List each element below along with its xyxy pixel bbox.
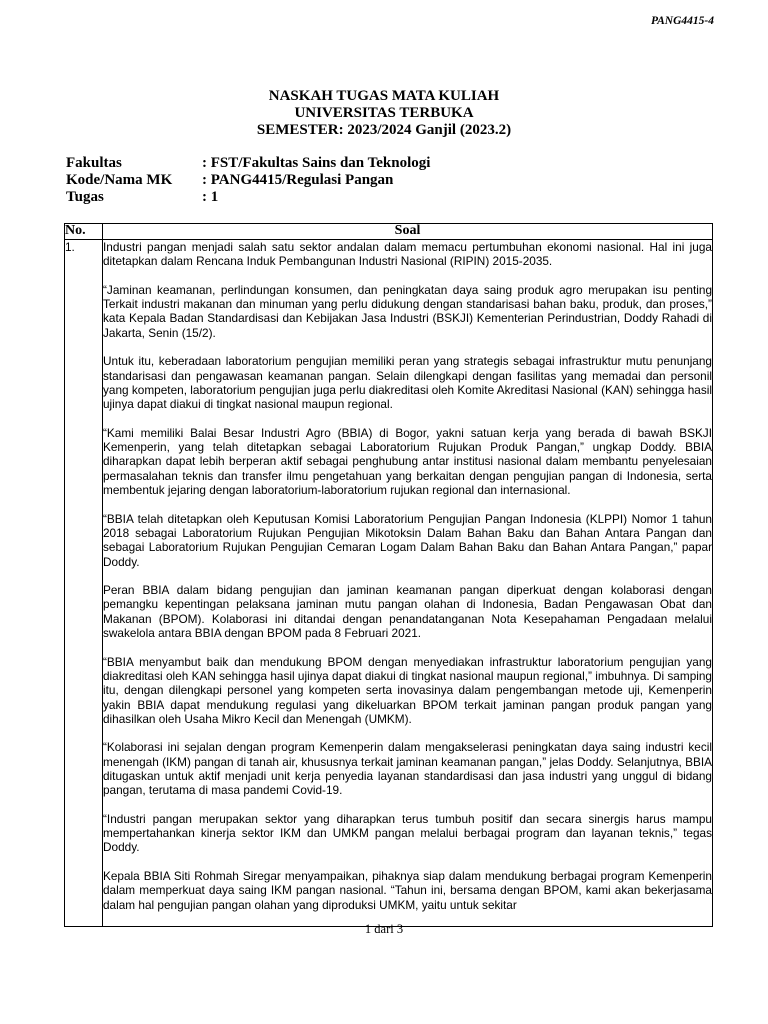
title-line-3: SEMESTER: 2023/2024 Ganjil (2023.2) <box>256 122 512 138</box>
table-row <box>65 240 713 927</box>
title-line-2: UNIVERSITAS TERBUKA <box>294 105 474 121</box>
paragraph: Kepala BBIA Siti Rohmah Siregar menyampaikan, pihaknya siap dalam mendukung berbagai program Kemenperin dalam memperkuat daya saing IKM pangan nasional. “Tahun ini, bersama dengan BPOM, kami akan bekerjasama dalam hal pengujian pangan olahan yang diproduksi UMKM, yaitu untuk sekitar <box>103 869 712 912</box>
document-code: PANG4415-4 <box>650 15 714 27</box>
meta-row-kode-mk <box>66 172 430 189</box>
meta-label: Tugas <box>66 189 104 205</box>
meta-value: : FST/Fakultas Sains dan Teknologi <box>202 155 431 171</box>
course-info <box>66 155 430 206</box>
meta-value: : PANG4415/Regulasi Pangan <box>202 172 394 188</box>
paragraph: Industri pangan menjadi salah satu sektor andalan dalam memacu pertumbuhan ekonomi nasional. Hal ini juga ditetapkan dalam Rencana Induk Pembangunan Industri Nasional (RIPIN) 2015-2035. <box>103 240 712 269</box>
meta-row-fakultas <box>66 155 430 172</box>
paragraph: Untuk itu, keberadaan laboratorium pengujian memiliki peran yang strategis sebagai infrastruktur mutu penunjang standarisasi dan pengawasan keamanan pangan. Selain dilengkapi dengan fasilitas yang memadai dan personil yang kompeten, laboratorium pengujian juga perlu diakreditasi oleh Komite Akreditasi Nasional (KAN) sehingga hasil ujinya dapat diakui di tingkat nasional maupun regional. <box>103 354 712 412</box>
paragraph: “BBIA menyambut baik dan mendukung BPOM dengan menyediakan infrastruktur laboratorium pengujian yang diakreditasi oleh KAN sehingga hasil ujinya dapat diakui di tingkat nasional maupun regional,” imbuhnya. Di samping itu, dengan dilengkapi personel yang kompeten serta inovasinya dalam pengembangan metode uji, Kemenperin yakin BBIA dapat mendukung regulasi yang dikeluarkan BPOM terkait jaminan pangan produk pangan yang dihasilkan oleh Usaha Mikro Kecil dan Menengah (UMKM). <box>103 654 712 726</box>
question-table <box>64 223 713 927</box>
paragraph: Peran BBIA dalam bidang pengujian dan jaminan keamanan pangan diperkuat dengan kolaborasi dengan pemangku kepentingan pelaksana jaminan mutu pangan olahan di Indonesia, Badan Pengawasan Obat dan Makanan (BPOM). Kolaborasi ini ditandai dengan penandatanganan Nota Kesepahaman Pengadaan melalui swakelola antara BBIA dengan BPOM pada 8 Februari 2021. <box>103 583 712 641</box>
column-header-soal: Soal <box>103 224 713 240</box>
meta-row-tugas <box>66 189 430 206</box>
meta-value: : 1 <box>202 189 219 205</box>
paragraph: “Industri pangan merupakan sektor yang diharapkan terus tumbuh positif dan secara sinergis harus mampu mempertahankan kinerja sektor IKM dan UMKM pangan melalui berbagai program dan layanan teknis,” tegas Doddy. <box>103 811 712 855</box>
document-title <box>0 88 768 139</box>
meta-label: Fakultas <box>66 155 122 171</box>
title-line-1: NASKAH TUGAS MATA KULIAH <box>268 88 500 104</box>
table-header-row <box>65 224 713 240</box>
question-text <box>103 240 713 927</box>
meta-label: Kode/Nama MK <box>66 172 173 188</box>
paragraph: “Kami memiliki Balai Besar Industri Agro (BBIA) di Bogor, yakni satuan kerja yang berada di bawah BSKJI Kemenperin, yang telah ditetapkan sebagai Laboratorium Rujukan Produk Pangan,” ungkap Doddy. BBIA diharapkan dapat lebih berperan aktif sebagai penghubung antar institusi nasional dalam membantu penyelesaian permasalahan teknis dan transfer ilmu pengetahuan yang berkaitan dengan pengujian pangan di Indonesia, serta membentuk jejaring dengan laboratorium-laboratorium rujukan regional dan internasional. <box>103 425 712 498</box>
question-number: 1. <box>65 240 103 927</box>
page-number: 1 dari 3 <box>364 922 404 936</box>
paragraph: “Kolaborasi ini sejalan dengan program Kemenperin dalam mengakselerasi peningkatan daya saing industri kecil menengah (IKM) pangan di tanah air, khususnya terkait jaminan keamanan pangan,” jelas Doddy. Selanjutnya, BBIA ditugaskan untuk aktif menjadi unit kerja penyedia layanan standardisasi dan jasa industri yang unggul di bidang pangan, terutama di masa pandemi Covid-19. <box>103 740 712 798</box>
paragraph: “BBIA telah ditetapkan oleh Keputusan Komisi Laboratorium Pengujian Pangan Indonesia (KLPPI) Nomor 1 tahun 2018 sebagai Laboratorium Rujukan Pengujian Mikotoksin Dalam Bahan Baku dan Bahan Antara Pangan dan sebagai Laboratorium Rujukan Pengujian Cemaran Logam Dalam Bahan Baku dan Bahan Antara Pangan,” papar Doddy. <box>103 511 712 569</box>
paragraph: “Jaminan keamanan, perlindungan konsumen, dan peningkatan daya saing produk agro merupakan isu penting Terkait industri makanan dan minuman yang perlu didukung dengan standarisasi bahan baku, produk, dan proses,” kata Kepala Badan Standardisasi dan Kebijakan Jasa Industri (BSKJI) Kementerian Perindustrian, Doddy Rahadi di Jakarta, Senin (15/2). <box>103 282 712 340</box>
column-header-no: No. <box>65 224 103 240</box>
